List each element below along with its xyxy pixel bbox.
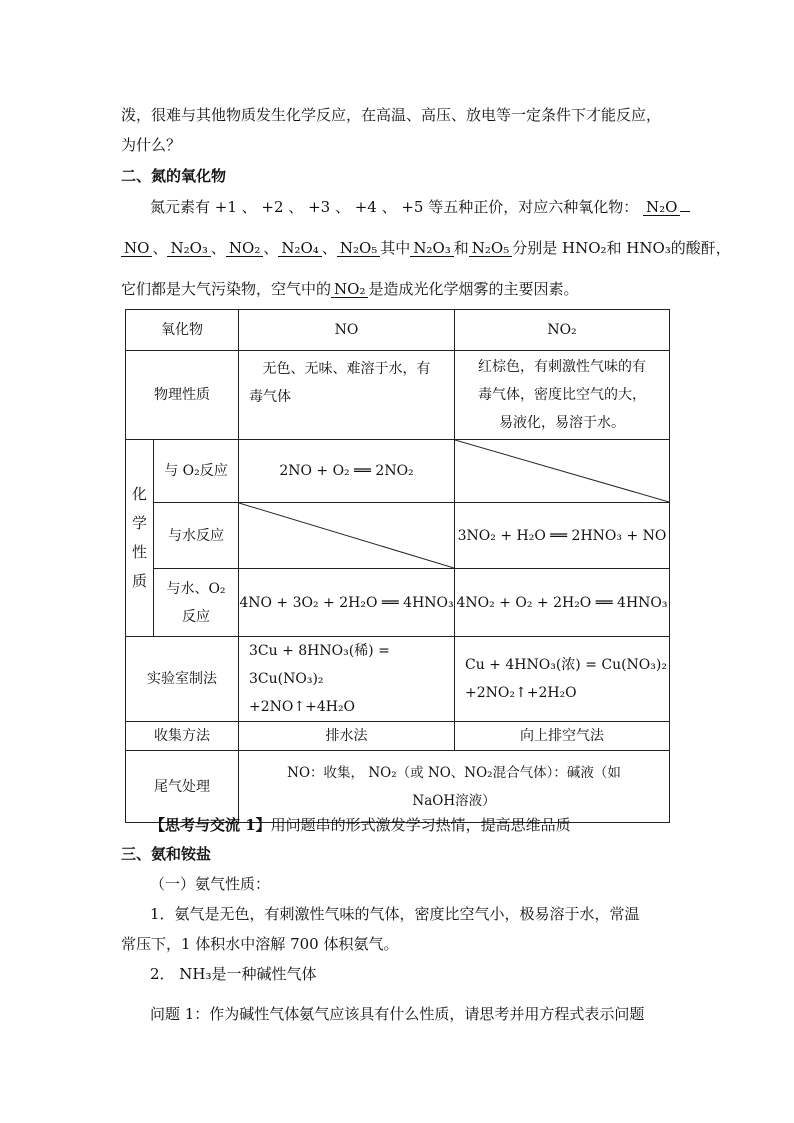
no-collect-method: 排水法 <box>239 722 455 751</box>
think-text: 用问题串的形式激发学习热情，提高思维品质 <box>270 816 571 834</box>
pollutant-text: 它们都是大气污染物，空气中的 <box>121 280 332 298</box>
water-o2-label-line-2: 反应 <box>182 608 210 625</box>
header-no: NO <box>239 310 455 351</box>
lab-prep-label: 实验室制法 <box>126 637 239 722</box>
oxide-blank-n2o4: N₂O₄ <box>278 240 321 257</box>
chemical-label <box>126 440 154 637</box>
no2-collect-method: 向上排空气法 <box>455 722 670 751</box>
intro-line-2: 为什么？ <box>121 136 182 154</box>
table-row-lab <box>126 637 670 722</box>
table-row-tail <box>126 751 670 823</box>
no-lab-prep-cell <box>239 637 455 722</box>
oxide-blank-n2o: N₂O <box>643 199 680 216</box>
among-text: 其中 <box>380 239 411 257</box>
chem-char-3: 性 <box>131 543 147 561</box>
no2-physical-line-3: 易液化，易溶于水。 <box>499 415 625 431</box>
think-tag: 【思考与交流 1】 <box>150 816 271 834</box>
section2-heading: 二、氮的氧化物 <box>121 167 227 185</box>
blank-separator <box>680 211 690 212</box>
no2-water-o2-equation: 4NO₂ + O₂ + 2H₂O ══ 4HNO₃ <box>455 569 670 637</box>
no-o2-equation: 2NO + O₂ ══ 2NO₂ <box>239 440 455 503</box>
diagonal-line <box>239 503 454 568</box>
section3-heading: 三、氨和铵盐 <box>121 845 212 863</box>
water-reaction-label: 与水反应 <box>154 503 239 569</box>
intro-line-1: 泼，很难与其他物质发生化学反应，在高温、高压、放电等一定条件下才能反应， <box>121 106 662 124</box>
anhydride-blank-2: N₂O₅ <box>469 240 512 257</box>
no2-physical-line-1: 红棕色，有刺激性气味的有 <box>478 359 646 375</box>
no-physical-cell <box>239 351 455 440</box>
think-and-discuss <box>150 814 571 835</box>
anhydride-text: 分别是 HNO₂和 HNO₃的酸酐， <box>512 239 731 257</box>
table-row-water <box>126 503 670 569</box>
oxide-blank-n2o3: N₂O₃ <box>167 240 210 257</box>
no2-physical-line-2: 毒气体，密度比空气的大， <box>478 387 646 403</box>
table-row-o2 <box>126 440 670 503</box>
no-physical-line-2: 毒气体 <box>249 389 291 405</box>
ammonia-properties-subheading: （一）氨气性质： <box>150 875 271 893</box>
tail-gas-line-1: NO：收集， NO₂（或 NO、NO₂混合气体）：碱液（如 <box>287 764 621 781</box>
table-row-collect <box>126 722 670 751</box>
chem-char-4: 质 <box>131 572 147 590</box>
no2-water-equation: 3NO₂ + H₂O ══ 2HNO₃ + NO <box>455 503 670 569</box>
header-no2: NO₂ <box>455 310 670 351</box>
tail-gas-cell <box>239 751 670 823</box>
chem-char-1: 化 <box>131 485 147 503</box>
valence-text: 氮元素有 +1 、 +2 、 +3 、 +4 、 +5 等五种正价，对应六种氧化物： <box>150 198 639 216</box>
section2-paragraph-line-2: NO 、 N₂O₃ 、 NO₂ 、 N₂O₄ 、 N₂O₅ 其中 N₂O₃ 和 N₂O₅ 分别是 HNO₂和 HNO₃的酸酐， <box>121 237 731 258</box>
section2-paragraph-line-1 <box>150 196 690 217</box>
oxide-blank-n2o5: N₂O₅ <box>337 240 380 257</box>
anhydride-blank-1: N₂O₃ <box>410 240 453 257</box>
tail-gas-label: 尾气处理 <box>126 751 239 823</box>
physical-label: 物理性质 <box>126 351 239 440</box>
header-oxide: 氧化物 <box>126 310 239 351</box>
diagonal-line <box>455 440 669 502</box>
table-row-physical <box>126 351 670 440</box>
ammonia-item-2: 2． NH₃是一种碱性气体 <box>150 965 317 983</box>
oxide-blank-no2: NO₂ <box>226 240 263 257</box>
smog-text: 是造成光化学烟雾的主要因素。 <box>368 280 579 298</box>
no-water-empty-cell <box>239 503 455 569</box>
no2-lab-line-1: Cu + 4HNO₃(浓) = Cu(NO₃)₂ <box>465 657 667 673</box>
no-lab-line-1: 3Cu + 8HNO₃(稀) = 3Cu(NO₃)₂ <box>249 643 390 687</box>
tail-gas-line-2: NaOH溶液） <box>412 792 496 809</box>
no2-lab-line-2: +2NO₂↑+2H₂O <box>465 685 577 701</box>
water-o2-label-line-1: 与水、O₂ <box>166 580 226 597</box>
ammonia-item-1-line-1: 1．氨气是无色，有刺激性气味的气体，密度比空气小，极易溶于水，常温 <box>150 905 640 923</box>
section2-paragraph-line-3 <box>121 278 578 299</box>
chem-char-2: 学 <box>131 514 147 532</box>
oxide-blank-no: NO <box>121 240 152 257</box>
question-1: 问题 1：作为碱性气体氨气应该具有什么性质，请思考并用方程式表示问题 <box>150 1005 645 1023</box>
and-text: 和 <box>453 239 469 257</box>
table-row-water-o2 <box>126 569 670 637</box>
water-o2-reaction-label <box>154 569 239 637</box>
ammonia-item-1-line-2: 常压下，1 体积水中溶解 700 体积氨气。 <box>121 935 399 953</box>
smog-blank: NO₂ <box>331 281 368 298</box>
no2-physical-cell <box>455 351 670 440</box>
no-lab-line-2: +2NO↑+4H₂O <box>249 699 356 715</box>
o2-reaction-label: 与 O₂反应 <box>154 440 239 503</box>
no-water-o2-equation: 4NO + 3O₂ + 2H₂O ══ 4HNO₃ <box>239 569 455 637</box>
no-physical-line-1: 无色、无味、难溶于水，有 <box>262 361 431 377</box>
table-header-row <box>126 310 670 351</box>
no2-lab-prep-cell <box>455 637 670 722</box>
oxide-comparison-table <box>125 309 670 823</box>
no2-o2-empty-cell <box>455 440 670 503</box>
collect-label: 收集方法 <box>126 722 239 751</box>
